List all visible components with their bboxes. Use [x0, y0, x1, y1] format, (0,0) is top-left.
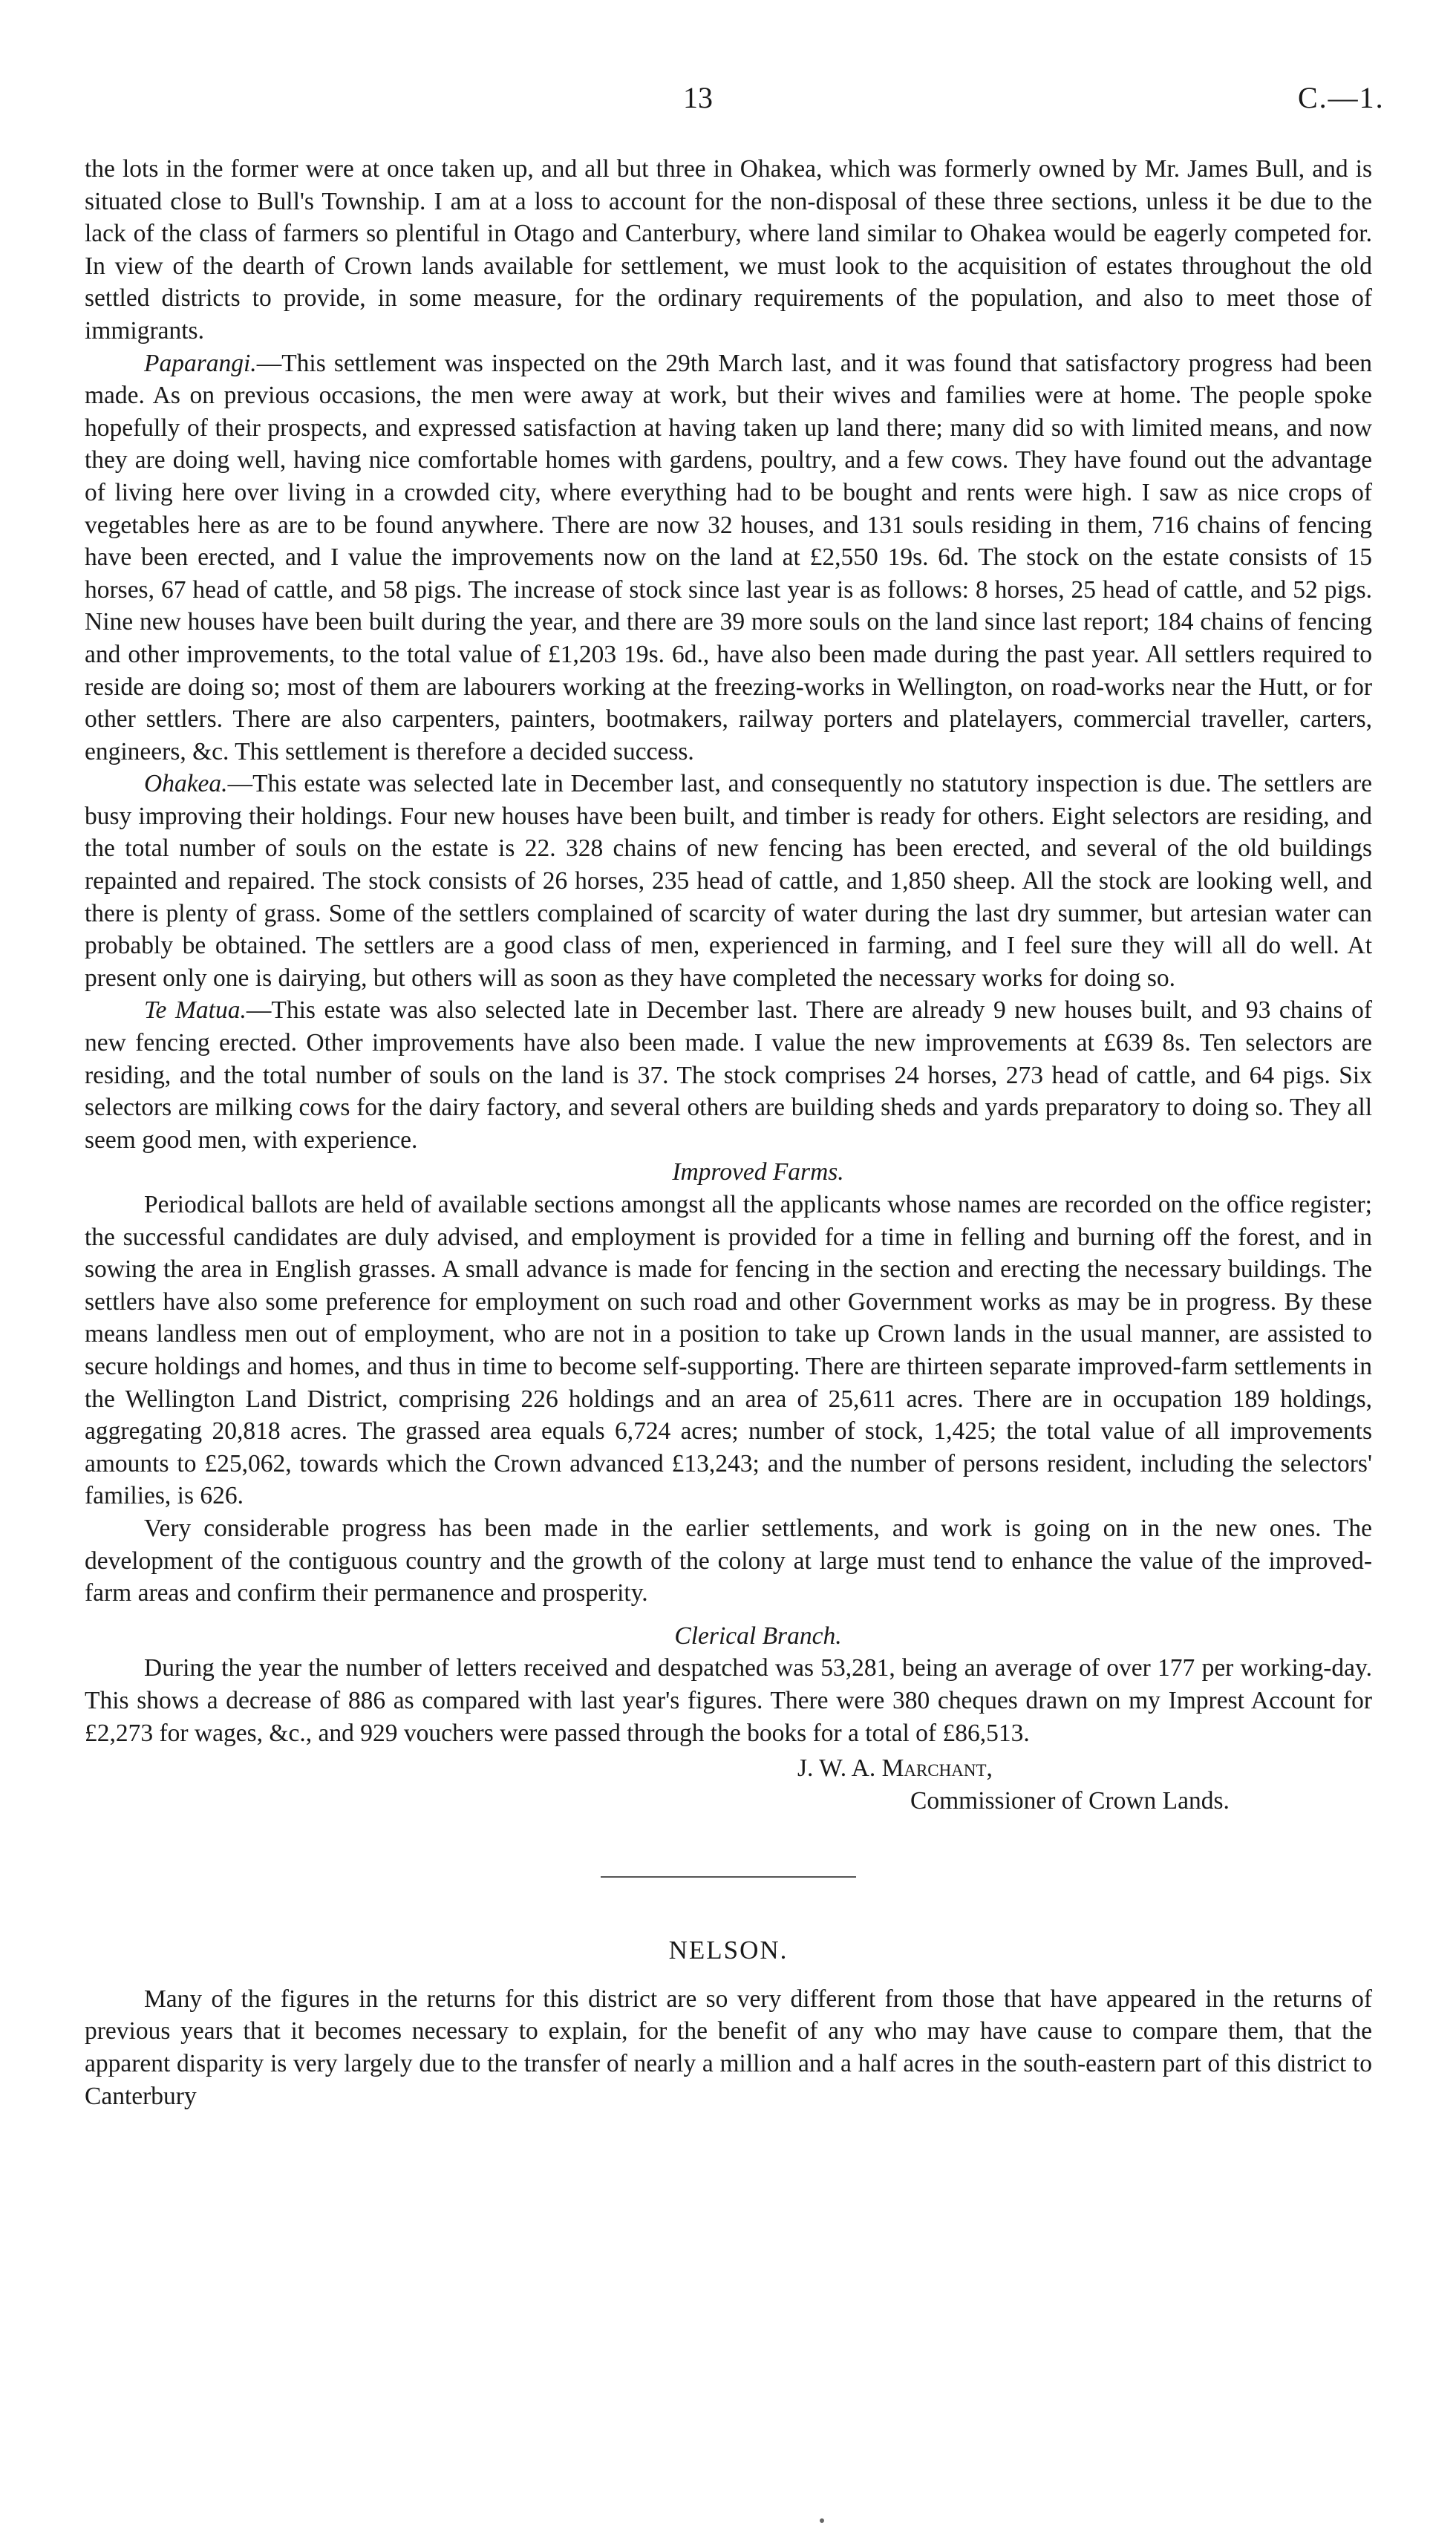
paragraph-text: —This settlement was inspected on the 29th March last, and it was found that satisfactory progress had been made. As on previous occasions, the men were away at work, but their wives and families were at home. The people spoke hopefully of their prospects, and expressed satisfaction at having taken up land there; many did so with limited means, and now they are doing well, having nice comfortable homes with gardens, poultry, and a few cows. They have found out the advantage of living here over living in a crowded city, where everything had to be bought and rents were high. I saw as nice crops of vegetables here as are to be found anywhere. There are now 32 houses, and 131 souls residing in them, 716 chains of fencing have been erected, and I value the improvements now on the land at £2,550 19s. 6d. The stock on the estate consists of 15 horses, 67 head of cattle, and 58 pigs. The increase of stock since last year is as follows: 8 horses, 25 head of cattle, and 52 pigs. Nine new houses have been built during the year, and there are 39 more souls on the land since last report; 184 chains of fencing and other improvements, to the total value of £1,203 19s. 6d., have also been made during the past year. All settlers required to reside are doing so; most of them are labourers working at the freezing-works in Wellington, on road-works near the Hutt, or for other settlers. There are also carpenters, painters, bootmakers, railway porters and platelayers, commercial traveller, carters, engineers, &c. This settlement is therefore a decided success.	[85, 349, 1372, 765]
document-body	[85, 153, 1372, 2112]
paragraph: Very considerable progress has been made in the earlier settlements, and work is going on in the new ones. The development of the contiguous country and the growth of the colony at large must tend to enhance the value of the improved-farm areas and confirm their permanence and prosperity.	[85, 1514, 1372, 1607]
section-title-nelson: NELSON.	[668, 1936, 789, 1965]
paragraph-text: —This estate was also selected late in December last. There are already 9 new houses built, and 93 chains of new fencing erected. Other improvements have also been made. I value the new improvements at £639 8s. Ten selectors are residing, and the total number of souls on the land is 37. The stock comprises 24 horses, 273 head of cattle, and 64 pigs. Six selectors are milking cows for the dairy factory, and several others are building sheds and yards preparatory to doing so. They all seem good men, with experience.	[85, 996, 1372, 1154]
signatory-title: Commissioner of Crown Lands.	[910, 1786, 1230, 1815]
paragraph-paparangi	[85, 347, 1372, 768]
signature-block	[85, 1752, 1372, 1817]
section-divider	[601, 1876, 856, 1878]
paragraph: Many of the figures in the returns for this district are so very different from those that have appeared in the returns of previous years that it becomes necessary to explain, for the benefit of any who may have cause to compare them, that the apparent disparity is very largely due to the transfer of nearly a million and a half acres in the south-eastern part of this district to Canterbury	[85, 1985, 1372, 2110]
paragraph: the lots in the former were at once taken up, and all but three in Ohakea, which was formerly owned by Mr. James Bull, and is situated close to Bull's Township. I am at a loss to account for the non-disposal of these three sections, unless it be due to the lack of the class of farmers so plentiful in Otago and Canterbury, where land similar to Ohakea would be eagerly competed for. In view of the dearth of Crown lands available for settlement, we must look to the acquisition of estates throughout the old settled districts to provide, in some measure, for the ordinary requirements of the population, and also to meet those of immigrants.	[85, 155, 1372, 344]
settlement-name: Ohakea.	[144, 770, 228, 798]
paragraph: Periodical ballots are held of available sections amongst all the applicants whose names are recorded on the office register; the successful candidates are duly advised, and employment is provided for a time in felling and burning off the forest, and in sowing the area in English grasses. A small advance is made for fencing in the section and erecting the necessary buildings. The settlers have also some preference for employment on such road and other Government works as may be in progress. By these means landless men out of employment, who are not in a position to take up Crown lands in the usual manner, are assisted to secure holdings and homes, and thus in time to become self-supporting. There are thirteen separate improved-farm settlements in the Wellington Land District, comprising 226 holdings and an area of 25,611 acres. There are in occupation 189 holdings, aggregating 20,818 acres. The grassed area equals 6,724 acres; number of stock, 1,425; the total value of all improvements amounts to £25,062, towards which the Crown advanced £13,243; and the number of persons resident, including the selectors' families, is 626.	[85, 1191, 1372, 1510]
heading-improved-farms: Improved Farms.	[672, 1158, 844, 1186]
paragraph: During the year the number of letters received and despatched was 53,281, being an average of over 177 per working-day. This shows a decrease of 886 as compared with last year's figures. There were 380 cheques drawn on my Imprest Account for £2,273 for wages, &c., and 929 vouchers were passed through the books for a total of £86,513.	[85, 1654, 1372, 1747]
scan-mark	[820, 2518, 824, 2523]
page-reference: C.—1.	[1298, 81, 1385, 114]
page-number: 13	[683, 81, 713, 114]
heading-clerical-branch: Clerical Branch.	[674, 1622, 842, 1650]
paragraph-te-matua	[85, 994, 1372, 1156]
settlement-name: Paparangi.	[144, 349, 257, 377]
paragraph-ohakea	[85, 768, 1372, 994]
paragraph-text: —This estate was selected late in December last, and consequently no statutory inspection is due. The settlers are busy improving their holdings. Four new houses have been built, and timber is ready for others. Eight selectors are residing, and the total number of souls on the estate is 22. 328 chains of new fencing has been erected, and several of the old buildings repainted and repaired. The stock consists of 26 horses, 235 head of cattle, and 1,850 sheep. All the stock are looking well, and there is plenty of grass. Some of the settlers complained of scarcity of water during the last dry summer, but artesian water can probably be obtained. The settlers are a good class of men, experienced in farming, and I feel sure they will all do well. At present only one is dairying, but others will as soon as they have completed the necessary works for doing so.	[85, 770, 1372, 992]
signatory-name: J. W. A. Marchant,	[797, 1754, 993, 1783]
settlement-name: Te Matua.	[144, 996, 247, 1025]
